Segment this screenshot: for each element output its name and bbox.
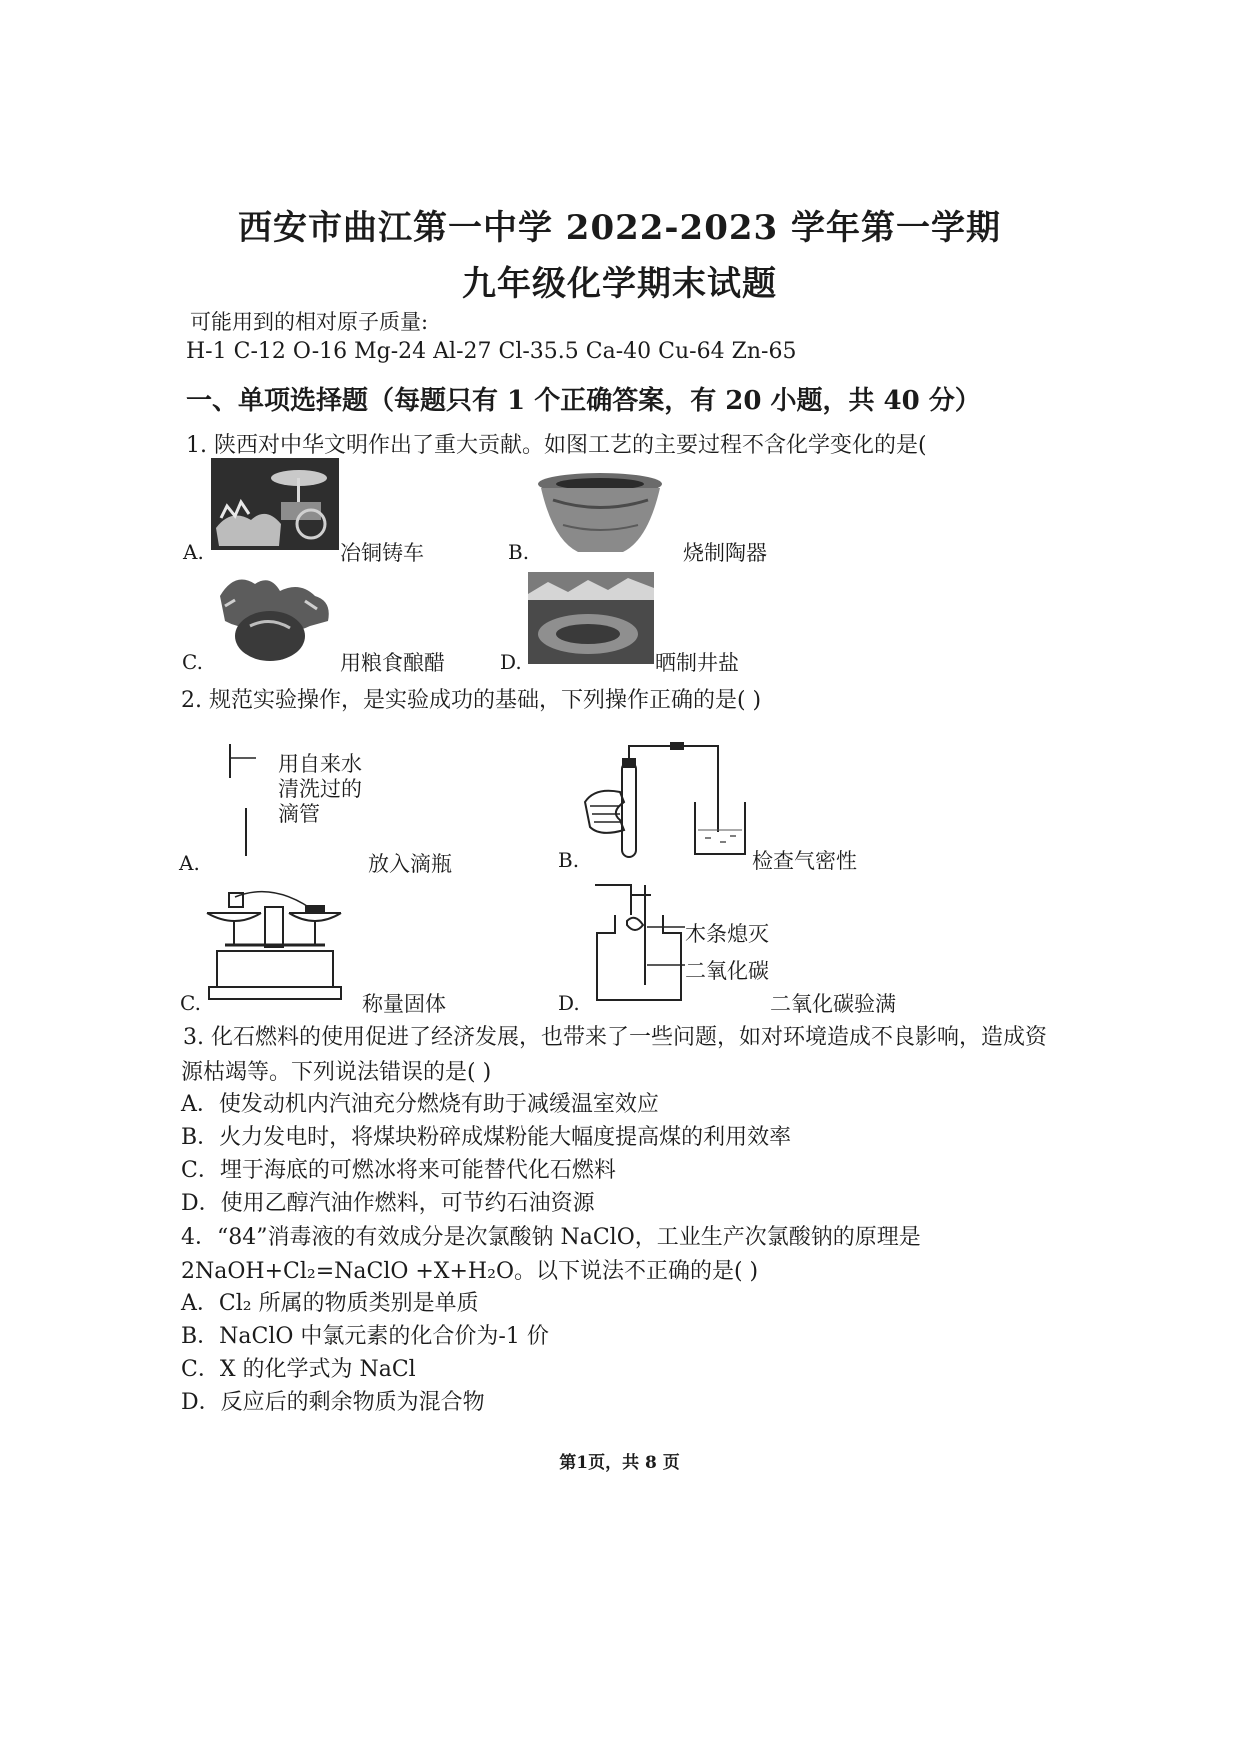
q3-stem-line1: 3. 化石燃料的使用促进了经济发展，也带来了一些问题，如对环境造成不良影响，造成资 [183, 1025, 1047, 1050]
q1-b-caption: 烧制陶器 [683, 541, 767, 565]
q1-b-image [533, 470, 668, 556]
section-heading: 一、单项选择题（每题只有 1 个正确答案，有 20 小题，共 40 分） [186, 386, 981, 416]
q3-option-c: C．埋于海底的可燃冰将来可能替代化石燃料 [181, 1158, 616, 1183]
q2-a-caption: 放入滴瓶 [368, 852, 452, 876]
q2-d-bottle [585, 875, 695, 1005]
q4-option-a: A．Cl₂ 所属的物质类别是单质 [181, 1291, 479, 1316]
q1-d-caption: 晒制井盐 [655, 651, 739, 675]
q2-b-caption: 检查气密性 [752, 849, 857, 873]
q2-b-letter: B. [558, 848, 580, 872]
q2-stem: 2. 规范实验操作，是实验成功的基础，下列操作正确的是( ) [181, 688, 762, 713]
page-number: 第1页，共 8 页 [559, 1453, 680, 1473]
q2-a-label-line1: 用自来水 [278, 752, 362, 776]
q2-c-letter: C. [180, 991, 201, 1015]
q2-c-balance [205, 885, 345, 1005]
q1-a-caption: 冶铜铸车 [340, 541, 424, 565]
q2-a-label-line2: 清洗过的 [278, 777, 362, 801]
exam-title-line2: 九年级化学期末试题 [462, 264, 777, 304]
q1-a-letter: A. [183, 540, 204, 564]
q2-a-letter: A. [179, 851, 200, 875]
q1-d-letter: D. [500, 650, 522, 674]
q4-stem-line2: 2NaOH+Cl₂=NaClO +X+H₂O。以下说法不正确的是( ) [181, 1259, 759, 1284]
q4-stem-line1: 4．“84”消毒液的有效成分是次氯酸钠 NaClO，工业生产次氯酸钠的原理是 [181, 1225, 921, 1250]
atomic-mass-values: H-1 C-12 O-16 Mg-24 Al-27 Cl-35.5 Ca-40 Cu-64 Zn-65 [186, 339, 797, 364]
q4-option-b: B．NaClO 中氯元素的化合价为-1 价 [181, 1324, 549, 1349]
q3-option-b: B．火力发电时，将煤块粉碎成煤粉能大幅度提高煤的利用效率 [181, 1125, 792, 1150]
q2-c-caption: 称量固体 [362, 992, 446, 1016]
q2-a-dropper [222, 738, 262, 858]
q4-option-c: C．X 的化学式为 NaCl [181, 1357, 416, 1382]
q1-c-image [210, 566, 338, 664]
q2-d-label-1: 木条熄灭 [685, 922, 769, 946]
exam-title-line1: 西安市曲江第一中学 2022-2023 学年第一学期 [237, 208, 1002, 248]
q2-a-label [278, 752, 362, 827]
q3-option-d: D．使用乙醇汽油作燃料，可节约石油资源 [181, 1191, 595, 1216]
q1-d-image [528, 572, 654, 664]
q2-d-caption: 二氧化碳验满 [770, 992, 896, 1016]
q2-d-label-2: 二氧化碳 [685, 959, 769, 983]
q2-d-letter: D. [558, 991, 580, 1015]
q1-stem: 1. 陕西对中华文明作出了重大贡献。如图工艺的主要过程不含化学变化的是( [186, 433, 927, 458]
q1-c-caption: 用粮食酿醋 [340, 651, 445, 675]
q2-a-label-line3: 滴管 [278, 802, 320, 826]
q1-c-letter: C. [182, 650, 203, 674]
q4-option-d: D．反应后的剩余物质为混合物 [181, 1390, 485, 1415]
atomic-mass-label: 可能用到的相对原子质量: [190, 310, 429, 334]
q1-a-image [211, 458, 339, 550]
q3-option-a: A．使发动机内汽油充分燃烧有助于减缓温室效应 [181, 1092, 659, 1117]
q1-b-letter: B. [508, 540, 530, 564]
q2-b-apparatus [580, 742, 750, 862]
q3-stem-line2: 源枯竭等。下列说法错误的是( ) [181, 1060, 492, 1085]
